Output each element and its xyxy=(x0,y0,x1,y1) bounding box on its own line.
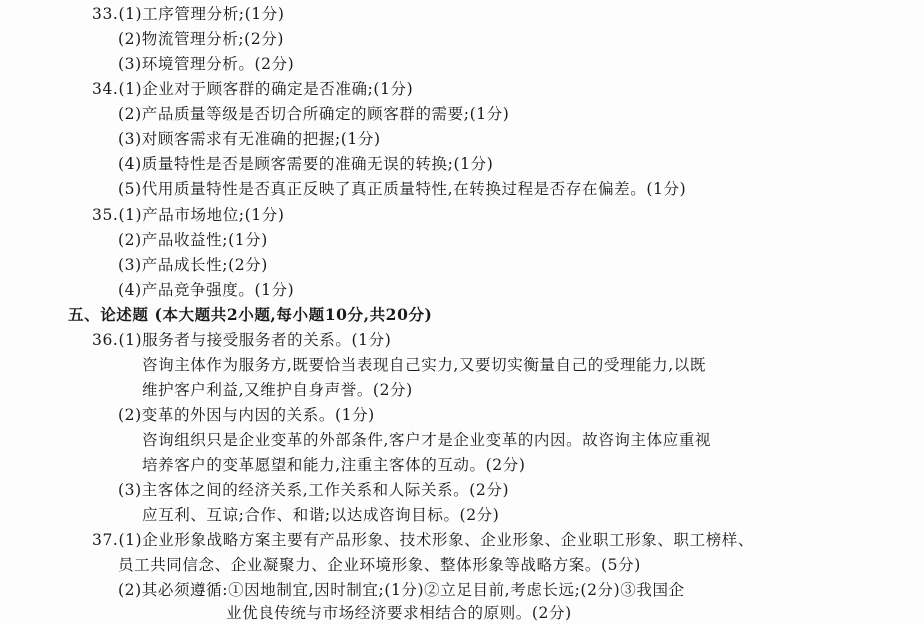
q36-line-1: 36.(1)服务者与接受服务者的关系。(1分) xyxy=(92,331,392,349)
q37-line-3: (2)其必须遵循:①因地制宜,因时制宜;(1分)②立足目前,考虑长远;(2分)③我国企 xyxy=(118,581,685,599)
q35-line-4: (4)产品竞争强度。(1分) xyxy=(118,281,295,299)
q36-line-7: (3)主客体之间的经济关系,工作关系和人际关系。(2分) xyxy=(118,481,510,499)
q34-line-1: 34.(1)企业对于顾客群的确定是否准确;(1分) xyxy=(92,80,414,98)
q36-line-3: 维护客户利益,又维护自身声誉。(2分) xyxy=(142,381,413,399)
q36-line-5: 咨询组织只是企业变革的外部条件,客户才是企业变革的内因。故咨询主体应重视 xyxy=(142,431,712,449)
q37-line-4: 业优良传统与市场经济要求相结合的原则。(2分) xyxy=(226,604,572,622)
q37-line-1: 37.(1)企业形象战略方案主要有产品形象、技术形象、企业形象、企业职工形象、职工榜样、 xyxy=(92,531,755,549)
q35-line-3: (3)产品成长性;(2分) xyxy=(118,256,268,274)
q36-line-4: (2)变革的外因与内因的关系。(1分) xyxy=(118,406,375,424)
q35-line-2: (2)产品收益性;(1分) xyxy=(118,231,268,249)
q33-line-1: 33.(1)工序管理分析;(1分) xyxy=(92,5,285,23)
q34-line-5: (5)代用质量特性是否真正反映了真正质量特性,在转换过程是否存在偏差。(1分) xyxy=(118,180,687,198)
q33-line-3: (3)环境管理分析。(2分) xyxy=(118,55,295,73)
q37-line-2: 员工共同信念、企业凝聚力、企业环境形象、整体形象等战略方案。(5分) xyxy=(118,556,641,574)
section-heading: 五、论述题 (本大题共2小题,每小题10分,共20分) xyxy=(68,305,433,324)
q33-line-2: (2)物流管理分析;(2分) xyxy=(118,30,285,48)
q34-line-3: (3)对顾客需求有无准确的把握;(1分) xyxy=(118,130,381,148)
q35-line-1: 35.(1)产品市场地位;(1分) xyxy=(92,206,285,224)
q34-line-2: (2)产品质量等级是否切合所确定的顾客群的需要;(1分) xyxy=(118,105,510,123)
q36-line-6: 培养客户的变革愿望和能力,注重主客体的互动。(2分) xyxy=(142,456,526,474)
q36-line-2: 咨询主体作为服务方,既要恰当表现自己实力,又要切实衡量自己的受理能力,以既 xyxy=(142,356,706,374)
q36-line-8: 应互利、互谅;合作、和谐;以达成咨询目标。(2分) xyxy=(142,506,500,524)
q34-line-4: (4)质量特性是否是顾客需要的准确无误的转换;(1分) xyxy=(118,155,494,173)
